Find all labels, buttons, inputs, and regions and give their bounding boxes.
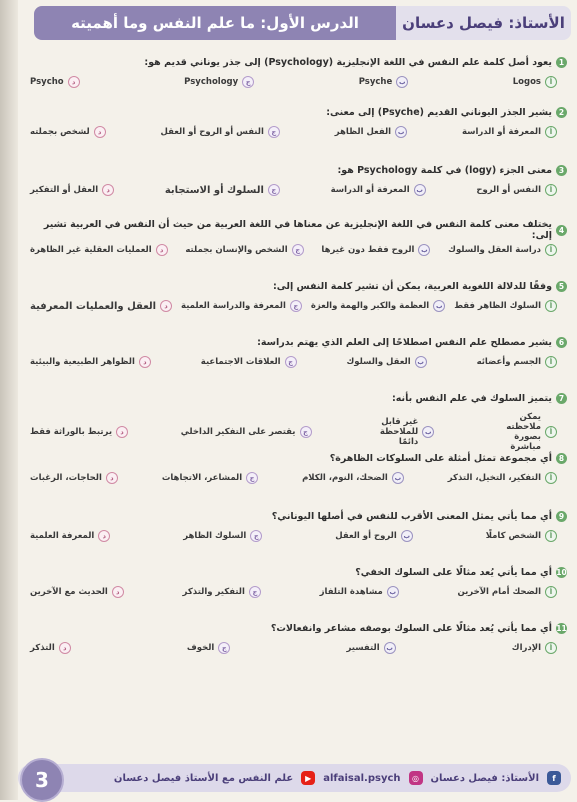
letter-badge: ب bbox=[387, 586, 399, 598]
question-number: 11 bbox=[556, 623, 567, 633]
letter-badge: د bbox=[156, 244, 168, 256]
option-c[interactable] bbox=[183, 530, 262, 542]
option-text: Psychology bbox=[184, 77, 239, 87]
letter-badge: ب bbox=[392, 472, 404, 484]
option-b[interactable] bbox=[359, 76, 409, 88]
letter-badge: د bbox=[112, 586, 124, 598]
question-2 bbox=[26, 104, 567, 162]
option-c[interactable] bbox=[187, 642, 230, 654]
option-text: يقتصر على التفكير الداخلي bbox=[180, 427, 296, 437]
question-8 bbox=[26, 450, 567, 508]
lesson-title: الدرس الأول: ما علم النفس وما أهميته bbox=[34, 6, 396, 40]
page-footer bbox=[18, 764, 571, 792]
question-text: معنى الجزء (logy) في كلمة Psychology هو: bbox=[337, 164, 552, 176]
option-a[interactable] bbox=[512, 642, 557, 654]
footer-teacher-name: الأستاذ: فيصل دعسان bbox=[430, 772, 539, 784]
question-number: 8 bbox=[556, 453, 567, 464]
letter-badge: ج bbox=[268, 126, 280, 138]
letter-badge: ج bbox=[292, 244, 304, 256]
option-b[interactable] bbox=[311, 300, 445, 312]
option-text: الظواهر الطبيعية والبيئية bbox=[30, 357, 135, 367]
option-b[interactable] bbox=[347, 642, 396, 654]
option-d[interactable] bbox=[30, 300, 172, 312]
option-a[interactable] bbox=[457, 586, 557, 598]
letter-badge: ج bbox=[250, 530, 262, 542]
option-text: السلوك الظاهر فقط bbox=[454, 301, 541, 311]
option-text: العلاقات الاجتماعية bbox=[200, 357, 281, 367]
option-text: العقل أو التفكير bbox=[30, 185, 99, 195]
option-text: العمليات العقلية غير الظاهرة bbox=[30, 245, 152, 255]
questions-list bbox=[26, 54, 567, 676]
option-a[interactable] bbox=[448, 244, 557, 256]
letter-badge: أ bbox=[545, 244, 557, 256]
question-text: أي مما يأتي يُعد مثالًا على السلوك بوصفه مشاعر وانفعالات؟ bbox=[270, 622, 552, 634]
question-7 bbox=[26, 390, 567, 450]
option-c[interactable] bbox=[161, 126, 280, 138]
option-text: النفس أو الروح bbox=[476, 185, 541, 195]
question-4 bbox=[26, 219, 567, 278]
option-text: دراسة العقل والسلوك bbox=[448, 245, 541, 255]
letter-badge: د bbox=[94, 126, 106, 138]
option-d[interactable] bbox=[30, 530, 110, 542]
option-text: الشخص والإنسان بجملته bbox=[185, 245, 288, 255]
question-text: يعود أصل كلمة علم النفس في اللغة الإنجليزية (Psychology) إلى جذر يوناني قديم هو: bbox=[144, 56, 552, 68]
option-text: التفسير bbox=[346, 643, 380, 653]
option-b[interactable] bbox=[320, 586, 399, 598]
option-text: يمكن ملاحظته بصورة مباشرة bbox=[506, 412, 541, 452]
option-text: العظمة والكبر والهمة والعزة bbox=[310, 301, 430, 311]
option-text: الفعل الظاهر bbox=[334, 127, 392, 137]
letter-badge: ب bbox=[418, 244, 430, 256]
option-text: المعرفة والدراسة العلمية bbox=[181, 301, 286, 311]
facebook-icon[interactable]: f bbox=[547, 771, 561, 785]
option-d[interactable] bbox=[30, 586, 124, 598]
instagram-handle[interactable]: alfaisal.psych bbox=[323, 772, 401, 784]
question-text: يشير الجذر اليوناني القديم (Psyche) إلى معنى: bbox=[326, 106, 552, 118]
letter-badge: أ bbox=[545, 76, 557, 88]
letter-badge: د bbox=[116, 426, 128, 438]
option-text: الضحك، النوم، الكلام bbox=[302, 473, 388, 483]
letter-badge: أ bbox=[545, 642, 557, 654]
question-5 bbox=[26, 278, 567, 334]
question-text: أي مما يأتي يُعد مثالًا على السلوك الخفي؟ bbox=[355, 566, 552, 578]
option-c[interactable] bbox=[181, 300, 302, 312]
question-10 bbox=[26, 564, 567, 620]
option-c[interactable] bbox=[162, 472, 258, 484]
question-number: 1 bbox=[556, 57, 567, 68]
letter-badge: أ bbox=[545, 126, 557, 138]
letter-badge: ج bbox=[218, 642, 230, 654]
question-number: 9 bbox=[556, 511, 567, 522]
option-text: السلوك الظاهر bbox=[183, 531, 247, 541]
letter-badge: ج bbox=[242, 76, 254, 88]
letter-badge: أ bbox=[545, 586, 557, 598]
option-text: الحديث مع الآخرين bbox=[30, 587, 108, 597]
question-number: 7 bbox=[556, 393, 567, 404]
option-a[interactable] bbox=[513, 76, 557, 88]
letter-badge: د bbox=[68, 76, 80, 88]
option-text: Psyche bbox=[358, 77, 393, 87]
page-header bbox=[34, 6, 571, 40]
question-text: أي مما يأتي يمثل المعنى الأقرب للنفس في أصلها اليوناني؟ bbox=[271, 510, 552, 522]
letter-badge: أ bbox=[545, 472, 557, 484]
option-c[interactable] bbox=[181, 426, 312, 438]
option-b[interactable] bbox=[346, 356, 426, 368]
option-c[interactable] bbox=[201, 356, 297, 368]
option-d[interactable] bbox=[30, 126, 106, 138]
letter-badge: ب bbox=[384, 642, 396, 654]
option-text: التفكير والتذكر bbox=[182, 587, 245, 597]
option-a[interactable] bbox=[462, 126, 557, 138]
option-text: المعرفة أو الدراسة bbox=[330, 185, 410, 195]
letter-badge: ج bbox=[246, 472, 258, 484]
option-c[interactable] bbox=[185, 244, 303, 256]
header-teacher-name: الأستاذ: فيصل دعسان bbox=[396, 6, 571, 40]
option-a[interactable] bbox=[487, 412, 557, 452]
letter-badge: د bbox=[106, 472, 118, 484]
option-d[interactable] bbox=[30, 356, 151, 368]
option-a[interactable] bbox=[454, 300, 557, 312]
option-text: Logos bbox=[512, 77, 541, 87]
option-text: المعرفة العلمية bbox=[30, 531, 95, 541]
letter-badge: د bbox=[160, 300, 172, 312]
option-text: غير قابل للملاحظة دائمًا bbox=[379, 417, 419, 447]
option-d[interactable] bbox=[30, 426, 128, 438]
letter-badge: أ bbox=[545, 184, 557, 196]
option-d[interactable] bbox=[30, 76, 80, 88]
question-number: 5 bbox=[556, 281, 567, 292]
option-d[interactable] bbox=[30, 472, 118, 484]
option-text: Psycho bbox=[30, 77, 64, 87]
question-6 bbox=[26, 334, 567, 390]
letter-badge: د bbox=[139, 356, 151, 368]
page-binding-edge bbox=[0, 0, 18, 800]
letter-badge: ج bbox=[285, 356, 297, 368]
letter-badge: ج bbox=[249, 586, 261, 598]
option-b[interactable] bbox=[335, 126, 407, 138]
question-text: وفقًا للدلالة اللغوية العربية، يمكن أن تشير كلمة النفس إلى: bbox=[272, 280, 552, 292]
option-a[interactable] bbox=[448, 472, 557, 484]
letter-badge: ب bbox=[395, 126, 407, 138]
letter-badge: أ bbox=[545, 426, 557, 438]
question-1 bbox=[26, 54, 567, 104]
youtube-icon[interactable]: ▶ bbox=[301, 771, 315, 785]
question-text: أي مجموعة تمثل أمثلة على السلوكات الظاهرة؟ bbox=[329, 452, 552, 464]
option-b[interactable] bbox=[335, 530, 413, 542]
option-text: الحاجات، الرغبات bbox=[30, 473, 102, 483]
letter-badge: ب bbox=[401, 530, 413, 542]
option-text: الروح فقط دون غيرها bbox=[321, 245, 415, 255]
option-d[interactable] bbox=[30, 642, 71, 654]
option-text: لشخص بجملته bbox=[30, 127, 90, 137]
letter-badge: د bbox=[102, 184, 114, 196]
option-text: مشاهدة التلفاز bbox=[319, 587, 383, 597]
letter-badge: ج bbox=[290, 300, 302, 312]
option-a[interactable] bbox=[477, 356, 557, 368]
question-3 bbox=[26, 162, 567, 222]
option-text: يرتبط بالوراثة فقط bbox=[30, 427, 113, 437]
option-text: العقل والعمليات المعرفية bbox=[30, 300, 157, 312]
option-d[interactable] bbox=[30, 244, 168, 256]
youtube-channel[interactable]: علم النفس مع الأستاذ فيصل دعسان bbox=[113, 772, 294, 784]
option-text: التفكير، التخيل، التذكر bbox=[447, 473, 541, 483]
question-number: 3 bbox=[556, 165, 567, 176]
letter-badge: ب bbox=[415, 356, 427, 368]
question-9 bbox=[26, 508, 567, 564]
option-text: الروح أو العقل bbox=[335, 531, 397, 541]
letter-badge: د bbox=[98, 530, 110, 542]
letter-badge: ب bbox=[396, 76, 408, 88]
page-number: 3 bbox=[20, 758, 64, 802]
question-text: يتميز السلوك في علم النفس بأنه: bbox=[391, 392, 552, 404]
letter-badge: ب bbox=[414, 184, 426, 196]
option-text: الخوف bbox=[186, 643, 215, 653]
option-text: الشخص كاملًا bbox=[485, 531, 541, 541]
instagram-icon[interactable]: ◎ bbox=[409, 771, 423, 785]
option-text: النفس أو الروح أو العقل bbox=[160, 127, 264, 137]
option-a[interactable] bbox=[486, 530, 557, 542]
letter-badge: ج bbox=[268, 184, 280, 196]
letter-badge: ج bbox=[300, 426, 312, 438]
letter-badge: ب bbox=[422, 426, 434, 438]
option-text: العقل والسلوك bbox=[346, 357, 411, 367]
option-text: المعرفة أو الدراسة bbox=[461, 127, 541, 137]
option-d[interactable] bbox=[30, 184, 114, 196]
letter-badge: ب bbox=[433, 300, 445, 312]
letter-badge: أ bbox=[545, 356, 557, 368]
option-b[interactable] bbox=[364, 417, 434, 447]
letter-badge: أ bbox=[545, 300, 557, 312]
option-b[interactable] bbox=[302, 472, 404, 484]
option-text: الجسم وأعضائه bbox=[476, 357, 541, 367]
option-text: السلوك أو الاستجابة bbox=[164, 184, 264, 196]
option-c[interactable] bbox=[183, 586, 261, 598]
question-number: 10 bbox=[556, 567, 567, 577]
question-number: 4 bbox=[556, 225, 567, 236]
option-b[interactable] bbox=[321, 244, 430, 256]
question-number: 2 bbox=[556, 107, 567, 118]
option-text: المشاعر، الاتجاهات bbox=[161, 473, 243, 483]
question-11 bbox=[26, 620, 567, 676]
letter-badge: أ bbox=[545, 530, 557, 542]
question-number: 6 bbox=[556, 337, 567, 348]
question-text: يشير مصطلح علم النفس اصطلاحًا إلى العلم الذي يهتم بدراسة: bbox=[257, 336, 552, 348]
option-a[interactable] bbox=[476, 184, 557, 196]
option-c[interactable] bbox=[165, 184, 280, 196]
option-text: التذكر bbox=[30, 643, 55, 653]
option-c[interactable] bbox=[184, 76, 254, 88]
option-b[interactable] bbox=[331, 184, 426, 196]
option-text: الإدراك bbox=[511, 643, 541, 653]
question-text: يختلف معنى كلمة النفس في اللغة الإنجليزية عن معناها في اللغة العربية من حيث أن النفس في العربية تشير إلى: bbox=[43, 219, 552, 241]
option-text: الضحك أمام الآخرين bbox=[457, 587, 541, 597]
letter-badge: د bbox=[59, 642, 71, 654]
